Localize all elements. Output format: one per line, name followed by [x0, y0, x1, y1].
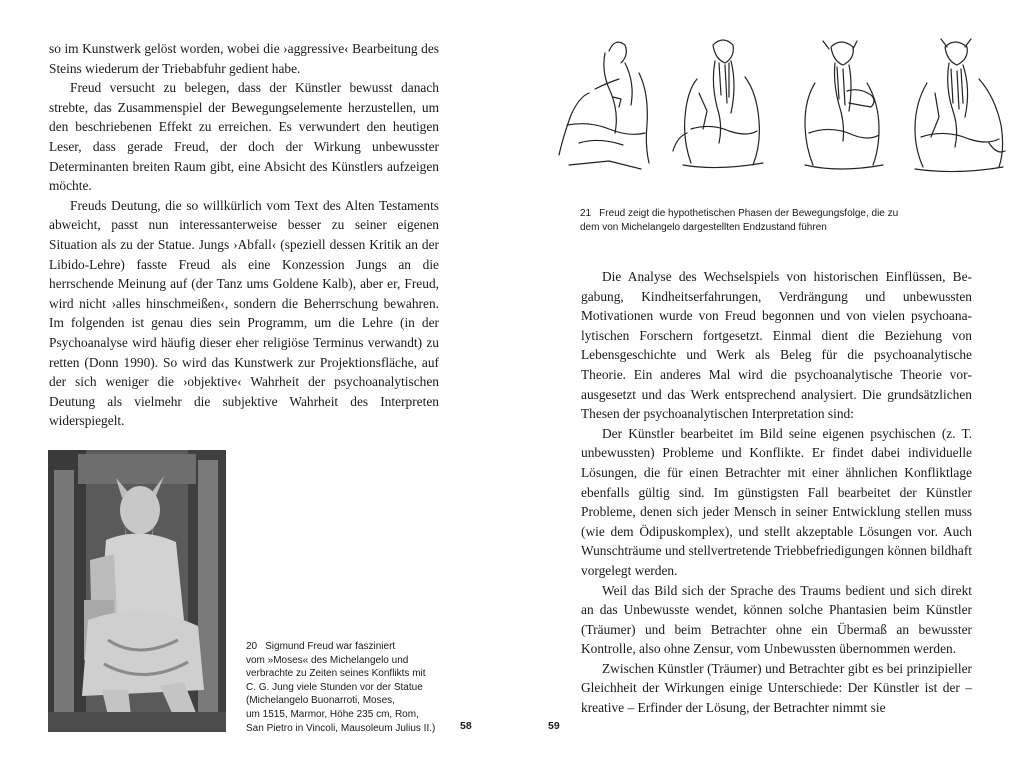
paragraph: Freud versucht zu belegen, dass der Künstler bewusst danach strebte, das Zusammenspiel der Bewegungselemente herzustellen, um den beschriebenen Effekt zu erreichen. Es verwundert den heutigen Leser, dass gerade Freud, der doch der Wirkung unbewusster Determinanten breiten Raum gibt, eine Absicht des Künstlers aufzeigen möchte.: [49, 80, 439, 194]
moses-movement-sketches: [549, 33, 1009, 183]
caption-line: um 1515, Marmor, Höhe 235 cm, Rom,: [246, 708, 419, 720]
caption-line: dem von Michelangelo dargestellten Endzustand führen: [580, 221, 827, 233]
paragraph: Die Analyse des Wechselspiels von historischen Einflüssen, Begabung, Kindheitserfahrungen, Verdrängung und unbewussten Motivationen wurde von Freud begonnen und von vielen psychoanalytischen Forschern fortgesetzt. Einmal dient die Beziehung von Lebensgeschichte und Werk als Beleg für die psychoanalytische Theorie. Ein anderes Mal wird die psychoanalytische Theorie vorausgesetzt und das Werk entsprechend analysiert. Die grundsätzlichen Thesen der psychoanalytischen Interpretation sind:: [581, 269, 972, 422]
sketch-phase-1: [559, 42, 649, 169]
figure-number: 21: [580, 208, 592, 219]
figure-20-caption: [246, 640, 435, 735]
paragraph: so im Kunstwerk gelöst worden, wobei die ›aggressive‹ Bearbeitung des Steins wiederum der Triebabfuhr gedient habe.: [49, 41, 439, 76]
figure-21-caption: [580, 207, 898, 234]
sketch-phase-3: [805, 41, 883, 169]
caption-line: verbrachte zu Zeiten seines Konflikts mit: [246, 668, 426, 680]
caption-line: San Pietro in Vincoli, Mausoleum Julius II.): [246, 722, 436, 734]
right-body-text: [581, 267, 972, 718]
caption-line: Freud zeigt die hypothetischen Phasen der Bewegungsfolge, die zu: [599, 208, 899, 219]
page-number-left: 58: [460, 720, 472, 732]
page-number-right: 59: [548, 720, 560, 732]
sketch-phase-4: [915, 39, 1005, 172]
caption-line: vom »Moses« des Michelangelo und: [246, 654, 409, 666]
moses-statue-photo: [48, 450, 226, 732]
figure-number: 20: [246, 641, 258, 652]
paragraph: Freuds Deutung, die so willkürlich vom Text des Alten Testaments abweicht, passt nun interessanterweise besser zu seiner eigenen Situation als zu der Statue. Jungs ›Abfall‹ (speziell dessen Kritik an der Libido-Lehre) fasste Freud als eine Konzession Jungs an die herrschende Meinung auf (der Tanz ums Goldene Kalb), aber er, Freud, wird nicht ›alles hinschmeißen‹, sondern die Beherrschung bewahren. Im folgenden ist genau dies sein Programm, um die Lehre (in der Psychoanalyse wird häufig dieser eher religiöse Terminus verwandt) zu retten (Donn 1990). So wird das Kunstwerk zur Projektionsfläche, auf der sich weniger die ›objektive‹ Wahrheit der psychoanalytischen Deutung als vielmehr die subjektive Wahrheit des Interpreten widerspiegelt.: [49, 197, 439, 429]
sketch-phase-2: [673, 40, 763, 168]
left-body-text: [49, 39, 439, 431]
caption-line: C. G. Jung viele Stunden vor der Statue: [246, 681, 423, 693]
caption-line: (Michelangelo Buonarroti, Moses,: [246, 695, 395, 707]
paragraph: Der Künstler bearbeitet im Bild seine eigenen psychischen (z. T. unbewussten) Probleme und Konflikte. Er findet dabei individuelle Lösungen, die für einen Betrachter mit einer ähnlichen Konfliktlage ebenfalls gültig sind. Im günstigsten Fall bearbeitet der Künstler Probleme, denen sich jeder Mensch in seiner Entwicklung stellen muss (wie dem Ödipuskomplex), und stellt akzeptable Lösungen vor. Auch Wunschträume und stellvertretende Triebbefriedigungen können bildhaft vorgelegt werden.: [581, 425, 972, 578]
caption-line: Sigmund Freud war fasziniert: [265, 641, 396, 652]
right-page: [510, 0, 1020, 776]
paragraph: Weil das Bild sich der Sprache des Traums bedient und sich direkt an das Unbewusste wendet, können solche Phantasien beim Künstler (Träumer) und beim Betrachter ohne ein Übermaß an bewusster Kontrolle, also ohne Zensur, vom Unbewussten übernommen werden.: [581, 582, 972, 657]
paragraph: Zwischen Künstler (Träumer) und Betrachter gibt es bei prinzipieller Gleichheit der Wirkungen einige Unterschiede: Der Künstler ist der – kreative – Erfinder der Lösung, der Betrachter nimmt sie: [581, 660, 972, 716]
